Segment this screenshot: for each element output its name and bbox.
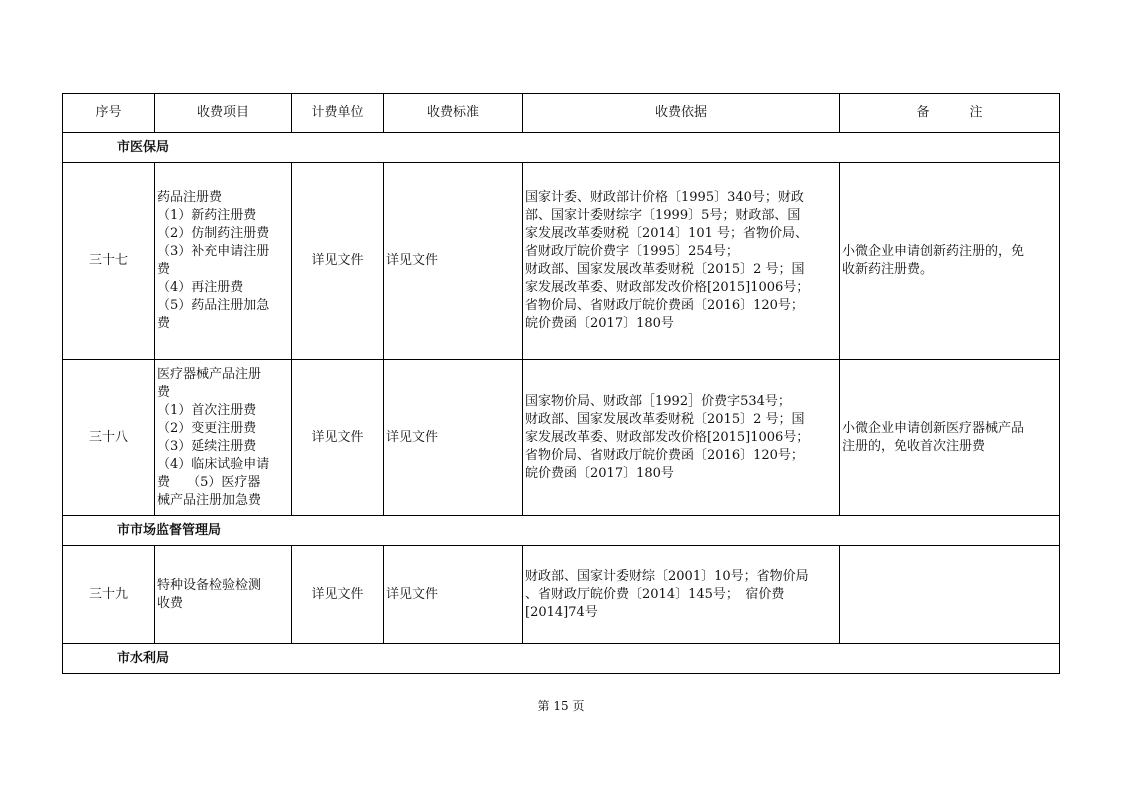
row-unit: 详见文件 <box>292 163 384 360</box>
item-line: 收费 <box>157 595 184 611</box>
header-remark-b: 注 <box>969 105 983 120</box>
table-row <box>63 546 1060 644</box>
basis-line: 家发展改革委财税〔2014〕101 号；省物价局、 <box>525 226 809 241</box>
row-unit: 详见文件 <box>292 546 384 644</box>
basis-line: 家发展改革委、财政部发改价格[2015]1006号； <box>525 429 810 445</box>
header-remark <box>840 94 1060 133</box>
row-seq: 三十七 <box>63 163 155 360</box>
table-row <box>63 360 1060 516</box>
item-line: 费 （5）医疗器 <box>157 474 261 490</box>
item-line: 费 <box>157 384 171 400</box>
row-standard: 详见文件 <box>384 163 523 360</box>
header-basis: 收费依据 <box>523 94 840 133</box>
table-row <box>63 163 1060 360</box>
row-seq: 三十九 <box>63 546 155 644</box>
remark-line: 注册的，免收首次注册费 <box>842 438 986 454</box>
section-title: 市市场监督管理局 <box>63 516 1060 546</box>
basis-line: 国家物价局、财政部［1992］价费字534号； <box>525 393 791 409</box>
item-line: 药品注册费 <box>157 190 223 205</box>
row-basis <box>523 360 840 516</box>
row-item <box>155 546 292 644</box>
page-number: 第 15 页 <box>537 699 585 713</box>
basis-line: 国家计委、财政部计价格〔1995〕340号；财政 <box>525 190 804 205</box>
header-unit: 计费单位 <box>292 94 384 133</box>
item-line: （1）首次注册费 <box>157 402 257 418</box>
header-row <box>63 94 1060 133</box>
basis-line: 家发展改革委、财政部发改价格[2015]1006号； <box>525 280 810 295</box>
row-basis <box>523 163 840 360</box>
basis-line: 省财政厅皖价费字〔1995〕254号； <box>525 244 739 259</box>
basis-line: 省物价局、省财政厅皖价费函〔2016〕120号； <box>525 298 804 313</box>
row-item <box>155 163 292 360</box>
basis-line: 皖价费函〔2017〕180号 <box>525 316 674 331</box>
section-title: 市医保局 <box>63 133 1060 163</box>
item-line: （4）再注册费 <box>157 280 244 295</box>
row-remark <box>840 360 1060 516</box>
row-remark <box>840 163 1060 360</box>
header-standard: 收费标准 <box>384 94 523 133</box>
section-title: 市水利局 <box>63 644 1060 674</box>
basis-line: 财政部、国家计委财综〔2001〕10号；省物价局 <box>525 568 809 584</box>
basis-line: 财政部、国家发展改革委财税〔2015〕2 号；国 <box>525 411 805 427</box>
item-line: 费 <box>157 262 171 277</box>
remark-line: 小微企业申请创新药注册的，免 <box>842 244 1025 259</box>
item-line: 械产品注册加急费 <box>157 492 262 508</box>
fee-table <box>62 93 1060 674</box>
row-standard: 详见文件 <box>384 360 523 516</box>
section-row <box>63 644 1060 674</box>
row-standard: 详见文件 <box>384 546 523 644</box>
item-line: 医疗器械产品注册 <box>157 366 262 382</box>
item-line: 费 <box>157 316 171 331</box>
item-line: （2）仿制药注册费 <box>157 226 270 241</box>
item-line: （5）药品注册加急 <box>157 298 270 313</box>
row-basis <box>523 546 840 644</box>
basis-line: 、省财政厅皖价费〔2014〕145号； 宿价费 <box>525 586 785 602</box>
section-row <box>63 516 1060 546</box>
item-line: （2）变更注册费 <box>157 420 257 436</box>
header-seq: 序号 <box>63 94 155 133</box>
basis-line: 财政部、国家发展改革委财税〔2015〕2 号；国 <box>525 262 805 277</box>
row-unit: 详见文件 <box>292 360 384 516</box>
item-line: 特种设备检验检测 <box>157 577 262 593</box>
item-line: （3）延续注册费 <box>157 438 257 454</box>
remark-line: 小微企业申请创新医疗器械产品 <box>842 420 1025 436</box>
header-remark-a: 备 <box>916 105 930 120</box>
basis-line: 皖价费函〔2017〕180号 <box>525 465 674 481</box>
item-line: （3）补充申请注册 <box>157 244 270 259</box>
row-remark <box>840 546 1060 644</box>
basis-line: 省物价局、省财政厅皖价费函〔2016〕120号； <box>525 447 804 463</box>
item-line: （4）临床试验申请 <box>157 456 270 472</box>
section-row <box>63 133 1060 163</box>
row-item <box>155 360 292 516</box>
header-item: 收费项目 <box>155 94 292 133</box>
basis-line: 部、国家计委财综字〔1999〕5号；财政部、国 <box>525 208 801 223</box>
basis-line: [2014]74号 <box>525 604 598 620</box>
item-line: （1）新药注册费 <box>157 208 257 223</box>
row-seq: 三十八 <box>63 360 155 516</box>
remark-line: 收新药注册费。 <box>842 262 934 277</box>
